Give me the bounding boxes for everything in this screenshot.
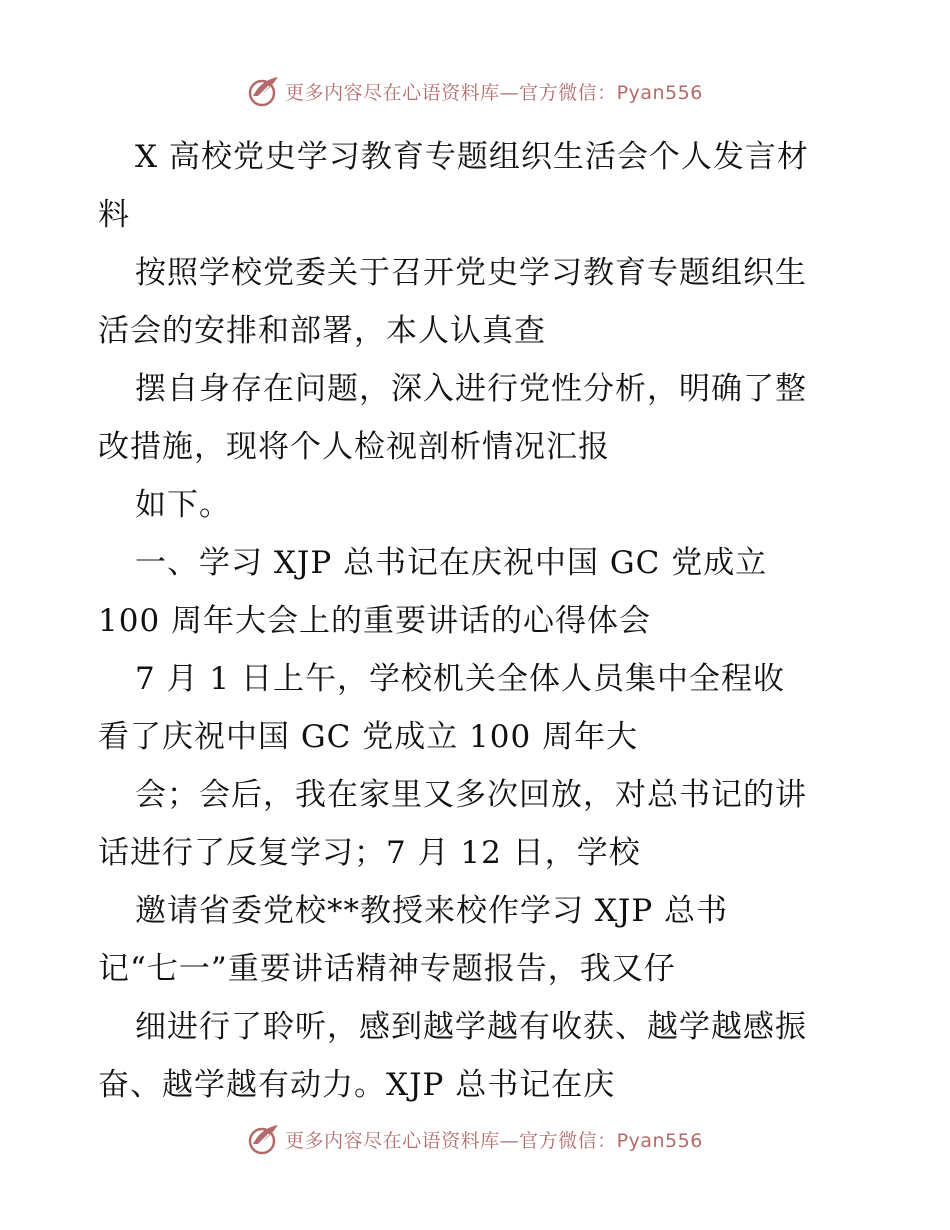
paragraph-line: 如下。 [135,487,231,523]
paragraph-line: 摆自身存在问题，深入进行党性分析，明确了整 [135,371,807,407]
paragraph-line: 改措施，现将个人检视剖析情况汇报 [98,429,610,465]
paragraph-line: 记“七一”重要讲话精神专题报告，我又仔 [98,951,676,987]
watermark-text: 更多内容尽在心语资料库—官方微信：Pyan556 [285,1129,703,1152]
paragraph-line: 会；会后，我在家里又多次回放，对总书记的讲 [135,777,807,813]
paragraph-line: 话进行了反复学习；7 月 12 日，学校 [98,835,641,871]
paragraph-line: 看了庆祝中国 GC 党成立 100 周年大 [98,719,639,755]
quill-pen-logo-icon [247,74,281,108]
watermark-text: 更多内容尽在心语资料库—官方微信：Pyan556 [285,81,703,104]
document-title-cont: 料 [98,197,130,233]
paragraph-line: 7 月 1 日上午，学校机关全体人员集中全程收 [135,661,786,697]
paragraph-line: 活会的安排和部署，本人认真查 [98,313,546,349]
quill-pen-logo-icon [247,1122,281,1156]
document-title: X 高校党史学习教育专题组织生活会个人发言材 [135,139,809,175]
document-body [98,128,858,1114]
paragraph-line: 细进行了聆听，感到越学越有收获、越学越感振 [135,1009,807,1045]
paragraph-line: 邀请省委党校**教授来校作学习 XJP 总书 [135,893,729,929]
section-heading: 一、学习 XJP 总书记在庆祝中国 GC 党成立 [135,545,768,581]
watermark-header [0,71,950,111]
section-heading-cont: 100 周年大会上的重要讲话的心得体会 [98,603,652,639]
watermark-footer [0,1119,950,1159]
paragraph-line: 按照学校党委关于召开党史学习教育专题组织生 [135,255,807,291]
paragraph-line: 奋、越学越有动力。XJP 总书记在庆 [98,1067,616,1103]
